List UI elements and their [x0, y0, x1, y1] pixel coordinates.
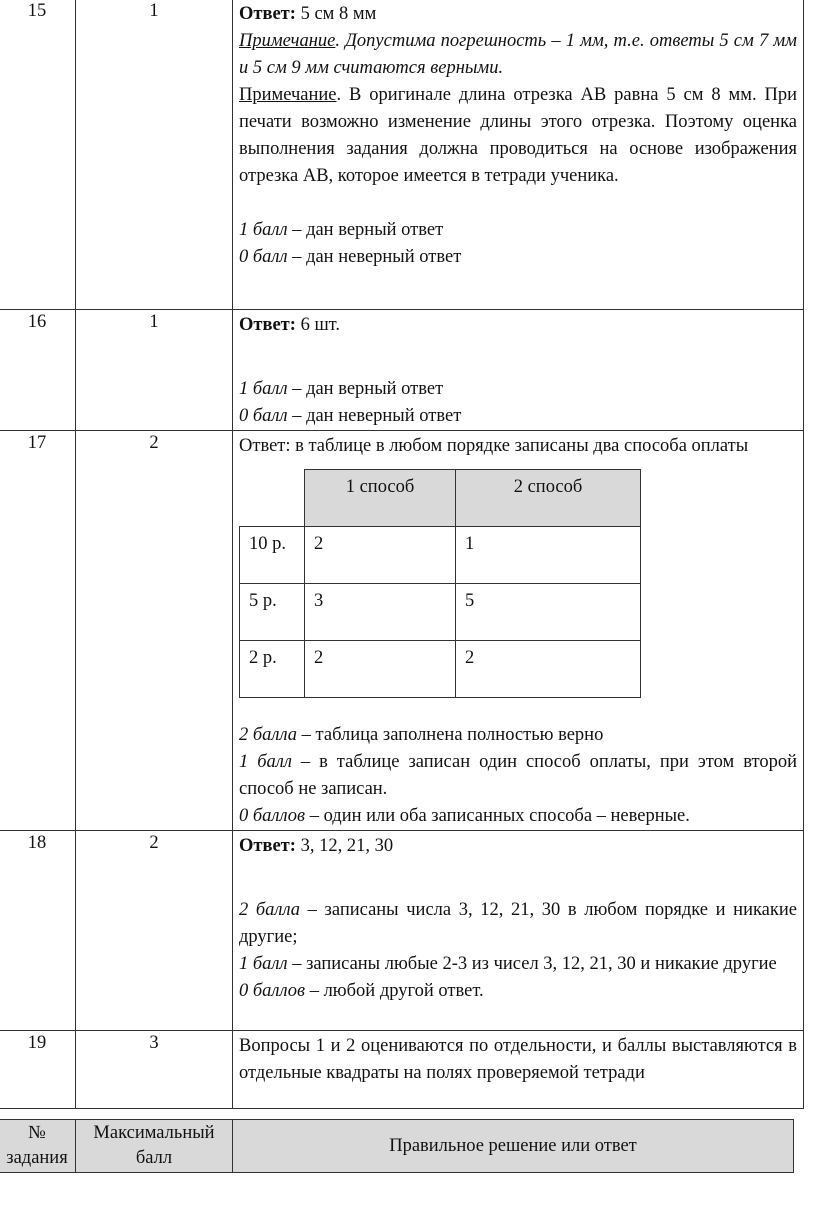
score-text: – дан верный ответ — [287, 379, 444, 399]
max-points: 1 — [76, 310, 233, 431]
table-cell: 3 — [305, 584, 456, 641]
solution-cell: Вопросы 1 и 2 оцениваются по отдельности, и баллы выставляются в отдельные квадраты на полях проверяемой тетради — [233, 1031, 804, 1109]
score-line — [239, 951, 797, 978]
score-label: 1 балл — [239, 220, 288, 240]
table-cell: 1 — [456, 527, 641, 584]
score-line — [239, 897, 797, 951]
answer-value: 6 шт. — [295, 315, 341, 335]
max-points: 2 — [76, 431, 233, 831]
score-label: 2 балла — [239, 900, 301, 920]
score-line — [239, 749, 797, 803]
answer-label: Ответ: — [239, 836, 296, 856]
score-text: – дан верный ответ — [287, 220, 444, 240]
coin-label: 2 р. — [240, 641, 305, 698]
coin-label: 10 р. — [240, 527, 305, 584]
note-text: . Допустима погрешность – 1 мм, т.е. ответы 5 см 7 мм и 5 см 9 мм считаются верными. — [239, 31, 797, 78]
score-label: 2 балла — [239, 725, 298, 745]
score-label: 0 баллов — [239, 981, 306, 1001]
score-text: – дан неверный ответ — [287, 247, 462, 267]
task-number: 19 — [0, 1031, 76, 1109]
score-label: 1 балл — [239, 752, 292, 772]
score-label: 1 балл — [239, 954, 288, 974]
inner-header-row — [240, 470, 641, 527]
max-points: 3 — [76, 1031, 233, 1109]
payment-methods-table — [239, 469, 641, 698]
table-row — [0, 310, 804, 431]
answer-line — [239, 1, 797, 28]
table-cell: 2 — [305, 641, 456, 698]
score-text: – любой другой ответ. — [305, 981, 484, 1001]
answer-line — [239, 833, 797, 860]
column-header-max-points: Максимальный балл — [76, 1120, 233, 1173]
score-text: – записаны любые 2-3 из чисел 3, 12, 21, 30 и никакие другие — [287, 954, 777, 974]
note-label: Примечание — [239, 31, 336, 51]
score-label: 0 балл — [239, 406, 288, 426]
answer-value: 3, 12, 21, 30 — [295, 836, 394, 856]
score-label: 0 баллов — [239, 806, 306, 826]
score-text: – таблица заполнена полностью верно — [297, 725, 604, 745]
note-text: . В оригинале длина отрезка АВ равна 5 см 8 мм. При печати возможно изменение длины этого отрезка. Поэтому оценка выполнения задания должна проводиться на основе изображения отрезка АВ, которое имеется в тетради ученика. — [239, 85, 797, 186]
table-row — [0, 1031, 804, 1109]
column-header-number: № задания — [0, 1120, 76, 1173]
task-number: 17 — [0, 431, 76, 831]
table-cell: 2 — [456, 641, 641, 698]
score-label: 0 балл — [239, 247, 288, 267]
table-cell: 5 — [456, 584, 641, 641]
max-points: 2 — [76, 831, 233, 1031]
solution-cell — [233, 310, 804, 431]
inner-row — [240, 527, 641, 584]
score-text: – записаны числа 3, 12, 21, 30 в любом порядке и никакие другие; — [239, 900, 797, 947]
solution-cell — [233, 431, 804, 831]
task-number: 16 — [0, 310, 76, 431]
max-points: 1 — [76, 0, 233, 310]
column-header: 1 способ — [305, 470, 456, 527]
column-header: 2 способ — [456, 470, 641, 527]
answer-line — [239, 312, 797, 339]
table-row — [0, 431, 804, 831]
note-paragraph — [239, 28, 797, 82]
answer-label: Ответ: — [239, 4, 296, 24]
score-line — [239, 217, 797, 244]
table-row — [0, 831, 804, 1031]
column-header-solution: Правильное решение или ответ — [233, 1120, 794, 1173]
score-line — [239, 803, 797, 830]
solution-cell — [233, 0, 804, 310]
answer-value: 5 см 8 мм — [295, 4, 377, 24]
inner-row — [240, 641, 641, 698]
table-row — [0, 0, 804, 310]
task-number: 15 — [0, 0, 76, 310]
header-row — [0, 1120, 794, 1173]
task-number: 18 — [0, 831, 76, 1031]
coin-label: 5 р. — [240, 584, 305, 641]
score-label: 1 балл — [239, 379, 288, 399]
header-repeat-table — [0, 1119, 794, 1173]
table-cell: 2 — [305, 527, 456, 584]
inner-row — [240, 584, 641, 641]
note-paragraph — [239, 82, 797, 190]
score-text: – дан неверный ответ — [287, 406, 462, 426]
score-line — [239, 244, 797, 271]
note-label: Примечание — [239, 85, 337, 105]
answer-label: Ответ: — [239, 315, 296, 335]
solution-cell — [233, 831, 804, 1031]
score-line — [239, 376, 797, 403]
answer-line: Ответ: в таблице в любом порядке записаны два способа оплаты — [239, 436, 749, 456]
score-text: – один или оба записанных способа – неверные. — [305, 806, 690, 826]
score-text: – в таблице записан один способ оплаты, при этом второй способ не записан. — [239, 752, 797, 799]
score-line — [239, 403, 797, 430]
score-line — [239, 722, 797, 749]
score-line — [239, 978, 797, 1005]
